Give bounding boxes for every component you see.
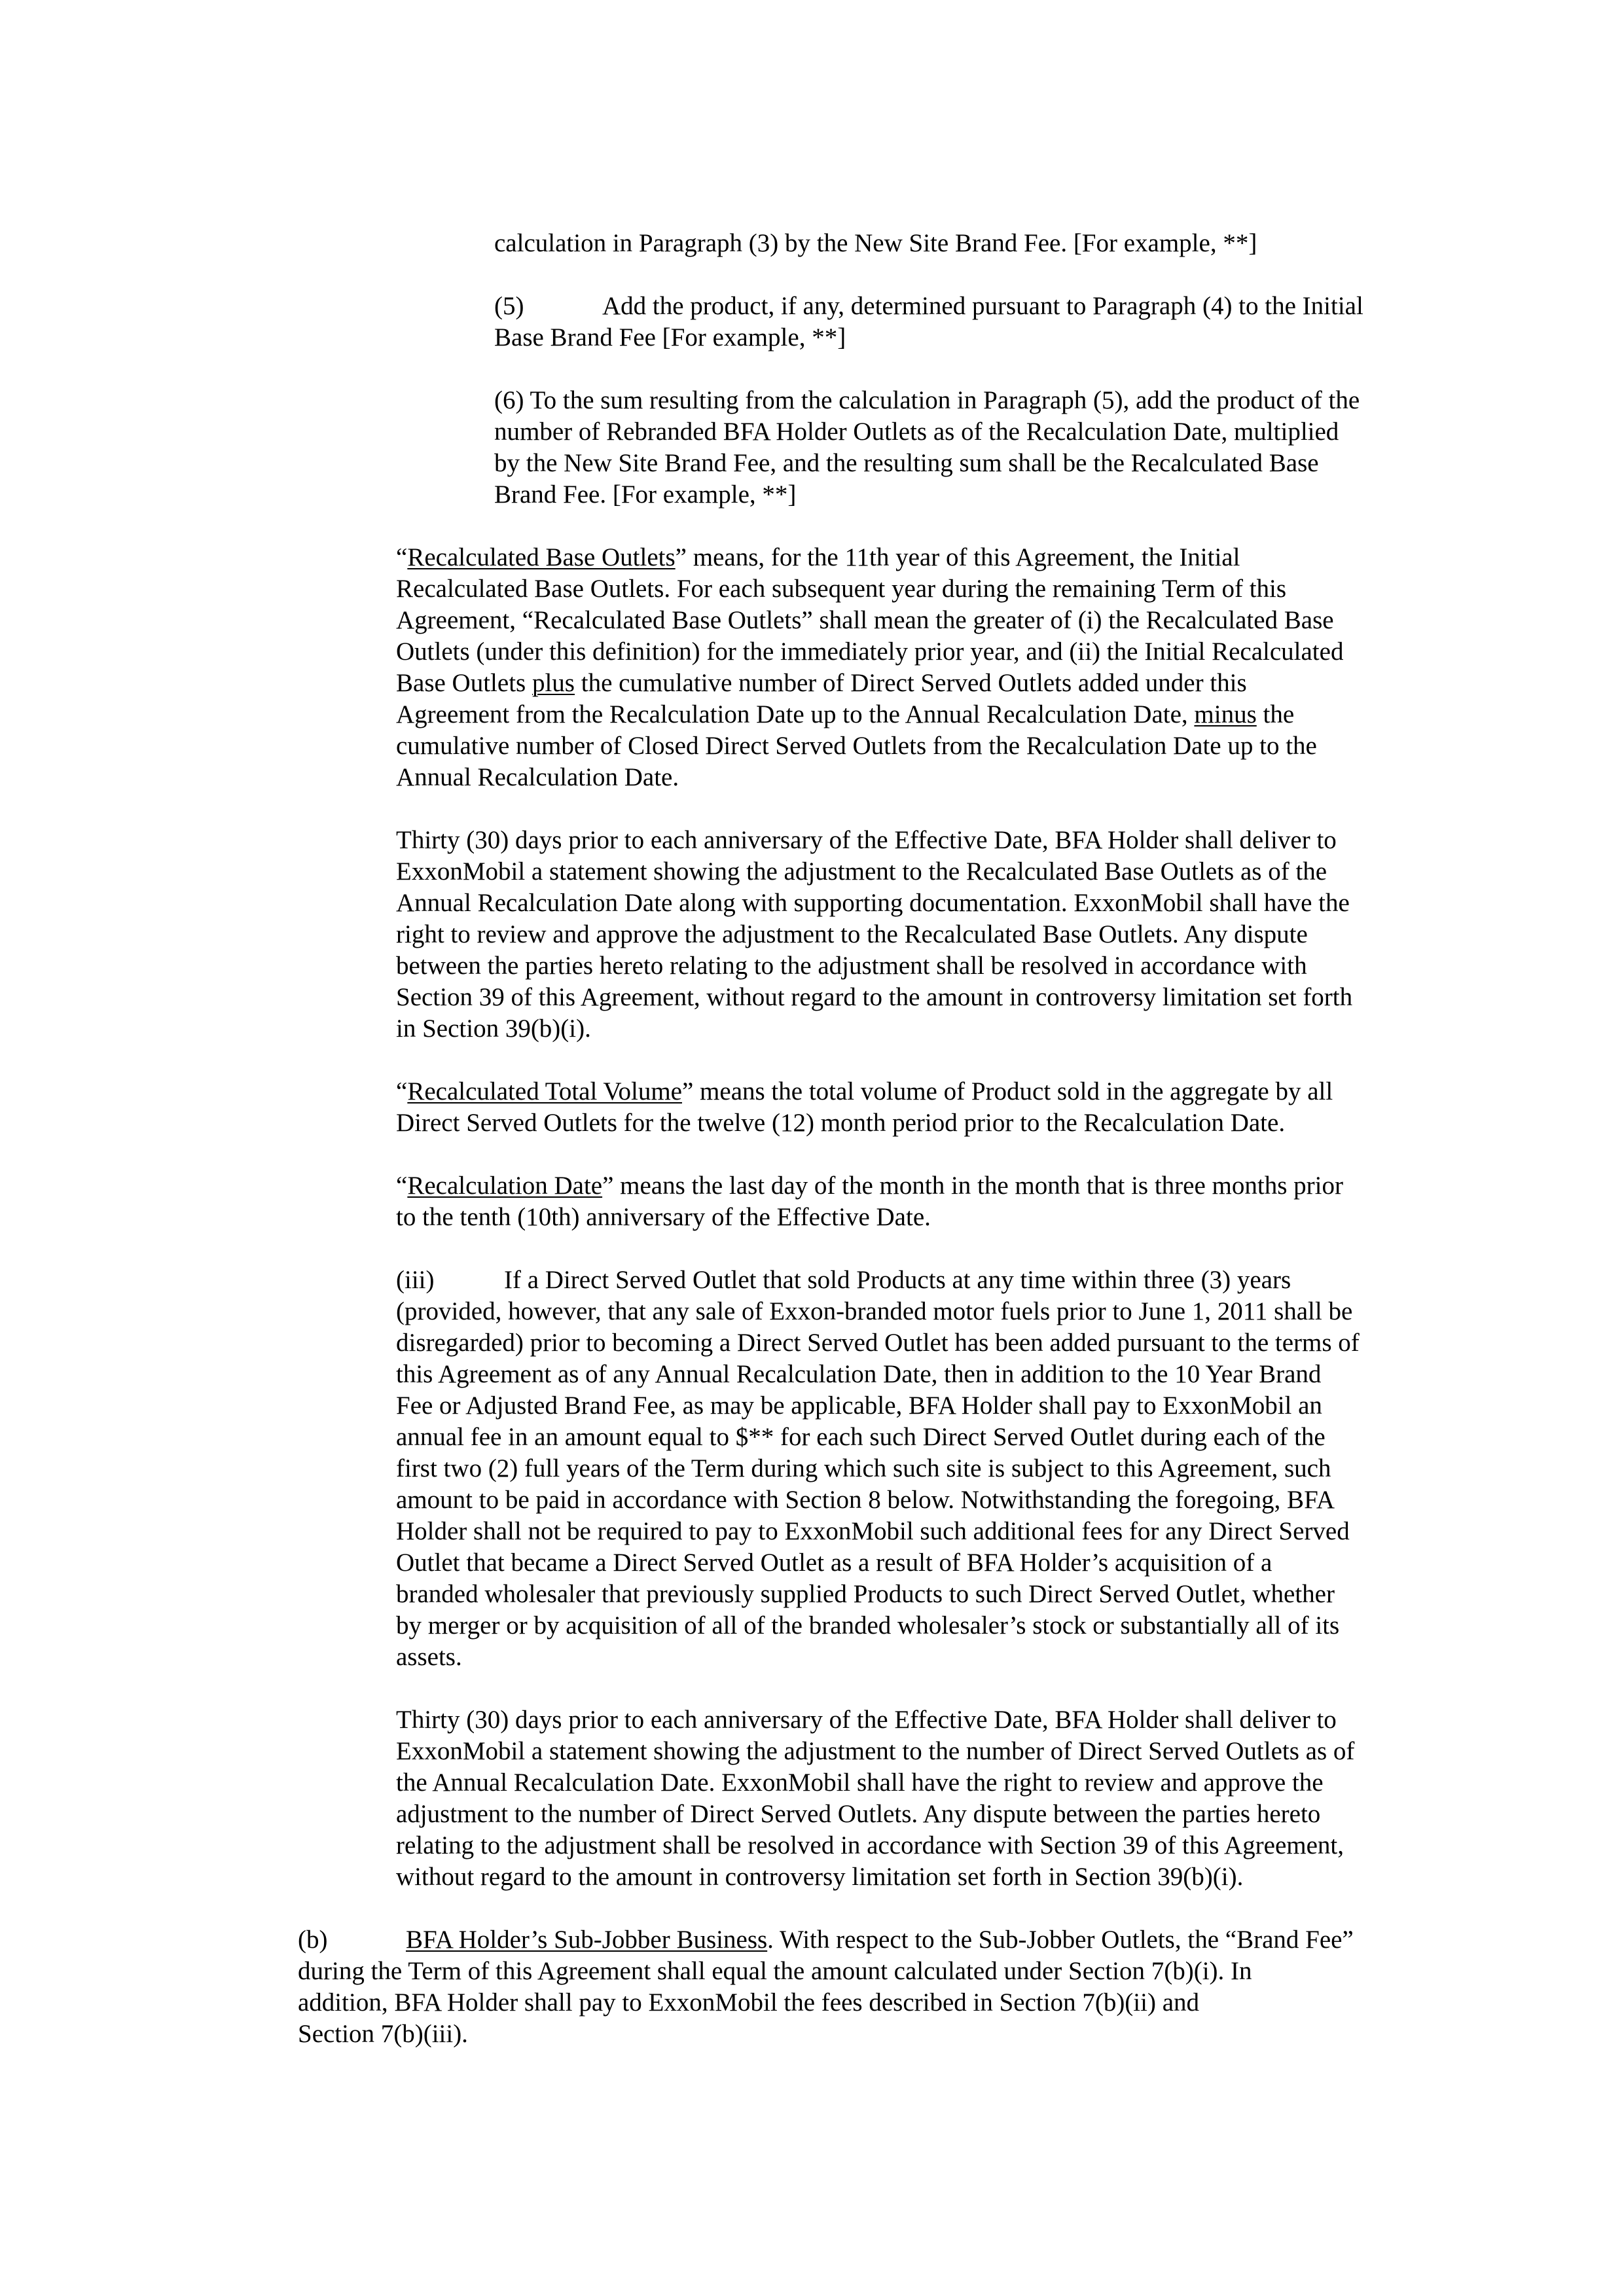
text-line: Add the product, if any, determined pursuant to Paragraph (4) to the Initial	[602, 292, 1363, 320]
text-line: number of Rebranded BFA Holder Outlets as of the Recalculation Date, multiplied	[494, 418, 1339, 446]
text-line: Direct Served Outlets for the twelve (12) month period prior to the Recalculation Date.	[396, 1109, 1286, 1137]
section-number: (b)	[298, 1926, 328, 1954]
emphasis-minus: minus	[1194, 700, 1257, 728]
text-line: ” means, for the 11th year of this Agreement, the Initial	[675, 543, 1240, 571]
text-line: ” means the last day of the month in the month that is three months prior	[602, 1172, 1343, 1200]
definition-recalculated-base-outlets	[396, 542, 1463, 793]
text-line: Section 39 of this Agreement, without regard to the amount in controversy limitation set forth	[396, 983, 1353, 1011]
definition-recalculation-date	[396, 1170, 1463, 1233]
text-line: branded wholesaler that previously supplied Products to such Direct Served Outlet, whether	[396, 1580, 1335, 1608]
text-line: Outlets (under this definition) for the immediately prior year, and (ii) the Initial Recalculated	[396, 637, 1344, 666]
paragraph-iii	[396, 1265, 1463, 1673]
text-line: by the New Site Brand Fee, and the resulting sum shall be the Recalculated Base	[494, 449, 1319, 477]
quote-mark: “	[396, 543, 408, 571]
text-line: to the tenth (10th) anniversary of the Effective Date.	[396, 1203, 931, 1231]
paragraph-5	[494, 291, 1456, 353]
paragraph-number: (5)	[494, 292, 524, 320]
text-line: annual fee in an amount equal to $** for each such Direct Served Outlet during each of the	[396, 1423, 1326, 1451]
text-line: addition, BFA Holder shall pay to ExxonMobil the fees described in Section 7(b)(ii) and	[298, 1988, 1200, 2017]
text-line: Thirty (30) days prior to each anniversary of the Effective Date, BFA Holder shall deliver to	[396, 1706, 1337, 1734]
text-line: right to review and approve the adjustment to the Recalculated Base Outlets. Any dispute	[396, 920, 1308, 948]
text-fragment: Agreement from the Recalculation Date up to the Annual Recalculation Date,	[396, 700, 1195, 728]
text-line: Brand Fee. [For example, **]	[494, 480, 797, 509]
paragraph-4-continuation	[494, 228, 1456, 259]
text-line: Annual Recalculation Date.	[396, 763, 679, 791]
quote-mark: “	[396, 1172, 408, 1200]
paragraph-thirty-days-direct-served	[396, 1704, 1463, 1893]
text-line: Agreement, “Recalculated Base Outlets” shall mean the greater of (i) the Recalculated Base	[396, 606, 1334, 634]
text-fragment: Base Outlets	[396, 669, 532, 697]
text-line: Base Brand Fee [For example, **]	[494, 323, 846, 351]
text-line: cumulative number of Closed Direct Served Outlets from the Recalculation Date up to the	[396, 732, 1317, 760]
text-line: Recalculated Base Outlets. For each subsequent year during the remaining Term of this	[396, 575, 1287, 603]
text-fragment: the	[1256, 700, 1295, 728]
text-line: by merger or by acquisition of all of the branded wholesaler’s stock or substantially all of its	[396, 1611, 1340, 1640]
text-line: the Annual Recalculation Date. ExxonMobil shall have the right to review and approve the	[396, 1768, 1324, 1797]
text-line: this Agreement as of any Annual Recalculation Date, then in addition to the 10 Year Brand	[396, 1360, 1322, 1388]
text-line: during the Term of this Agreement shall equal the amount calculated under Section 7(b)(i). In	[298, 1957, 1252, 1985]
text-fragment: the cumulative number of Direct Served Outlets added under this	[574, 669, 1247, 697]
text-line: Outlet that became a Direct Served Outlet as a result of BFA Holder’s acquisition of a	[396, 1549, 1272, 1577]
text-line: Holder shall not be required to pay to ExxonMobil such additional fees for any Direct Served	[396, 1517, 1350, 1545]
text-line: disregarded) prior to becoming a Direct Served Outlet has been added pursuant to the terms of	[396, 1329, 1360, 1357]
text-line: adjustment to the number of Direct Served Outlets. Any dispute between the parties hereto	[396, 1800, 1321, 1828]
text-line: ExxonMobil a statement showing the adjustment to the number of Direct Served Outlets as of	[396, 1737, 1355, 1765]
paragraph-number: (iii)	[396, 1266, 435, 1294]
emphasis-plus: plus	[532, 669, 575, 697]
definition-recalculated-total-volume	[396, 1076, 1463, 1139]
defined-term: Recalculation Date	[407, 1172, 603, 1200]
section-heading: BFA Holder’s Sub-Jobber Business	[406, 1926, 768, 1954]
text-line: . With respect to the Sub-Jobber Outlets, the “Brand Fee”	[767, 1926, 1354, 1954]
text-line: in Section 39(b)(i).	[396, 1014, 591, 1043]
text-line: assets.	[396, 1643, 462, 1671]
text-line: ” means the total volume of Product sold in the aggregate by all	[681, 1077, 1333, 1105]
text-line: (6) To the sum resulting from the calculation in Paragraph (5), add the product of the	[494, 386, 1360, 414]
text-line: first two (2) full years of the Term during which such site is subject to this Agreement, such	[396, 1454, 1331, 1482]
text-line: relating to the adjustment shall be resolved in accordance with Section 39 of this Agreement,	[396, 1831, 1344, 1859]
text-line: Fee or Adjusted Brand Fee, as may be applicable, BFA Holder shall pay to ExxonMobil an	[396, 1391, 1322, 1420]
text-line: ExxonMobil a statement showing the adjustment to the Recalculated Base Outlets as of the	[396, 857, 1327, 886]
text-line: calculation in Paragraph (3) by the New Site Brand Fee. [For example, **]	[494, 229, 1257, 257]
text-line: amount to be paid in accordance with Section 8 below. Notwithstanding the foregoing, BFA	[396, 1486, 1335, 1514]
defined-term: Recalculated Total Volume	[407, 1077, 682, 1105]
defined-term: Recalculated Base Outlets	[407, 543, 676, 571]
text-line: Thirty (30) days prior to each anniversary of the Effective Date, BFA Holder shall deliver to	[396, 826, 1337, 854]
text-line: between the parties hereto relating to the adjustment shall be resolved in accordance with	[396, 952, 1307, 980]
paragraph-6	[494, 385, 1456, 511]
text-line: Section 7(b)(iii).	[298, 2020, 468, 2048]
text-line: Annual Recalculation Date along with supporting documentation. ExxonMobil shall have the	[396, 889, 1350, 917]
section-b-sub-jobber	[298, 1924, 1463, 2050]
text-line: If a Direct Served Outlet that sold Products at any time within three (3) years	[504, 1266, 1291, 1294]
paragraph-thirty-days-base-outlets	[396, 825, 1463, 1045]
text-line: (provided, however, that any sale of Exxon-branded motor fuels prior to June 1, 2011 shall be	[396, 1297, 1353, 1325]
quote-mark: “	[396, 1077, 408, 1105]
text-line: without regard to the amount in controversy limitation set forth in Section 39(b)(i).	[396, 1863, 1244, 1891]
